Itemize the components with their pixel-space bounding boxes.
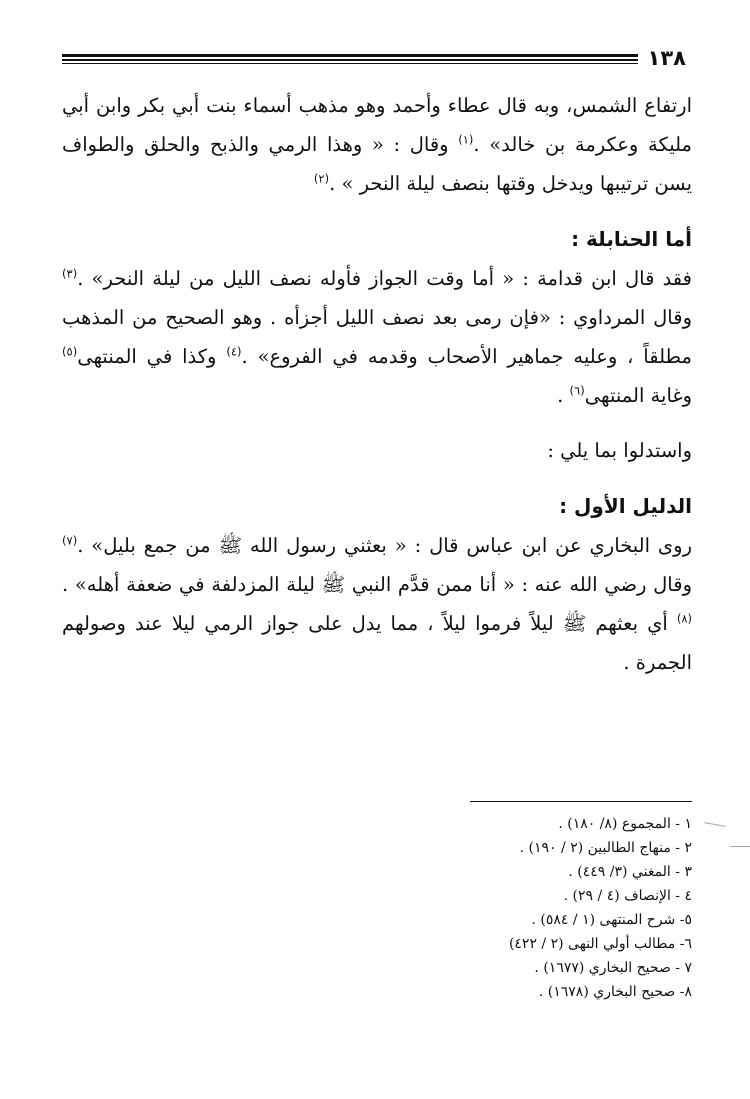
page-number: ١٣٨ <box>638 46 692 70</box>
footnote-4: ٤ - الإنصاف (٤ / ٢٩) . <box>563 888 692 904</box>
footnote-7: ٧ - صحيح البخاري (١٦٧٧) . <box>534 960 692 976</box>
footnote-1: ١ - المجموع (٨/ ١٨٠) . <box>558 816 692 832</box>
footnote-ref: (٨) <box>676 611 692 626</box>
text-run: وقال رضي الله عنه : « أنا ممن قدَّم النبي ﷺ ليلة المزدلفة في ضعفة أهله» . <box>62 572 692 596</box>
text-run: . <box>557 384 570 408</box>
text-run: فقد قال ابن قدامة : « أما وقت الجواز فأوله نصف الليل من ليلة النحر» . <box>77 266 692 290</box>
header-rule <box>62 54 692 57</box>
footnote-ref: (٦) <box>569 383 585 398</box>
footnote-3: ٣ - المغني (٣/ ٤٤٩) . <box>568 864 692 880</box>
footnote-5: ٥- شرح المنتهى (١ / ٥٨٤) . <box>531 912 692 928</box>
text-run: ارتفاع الشمس، وبه قال عطاء وأحمد وهو مذهب أسماء بنت أبي بكر وابن أبي مليكة وعكرمة بن خالد» . <box>62 94 692 157</box>
text-run: وقال المرداوي : «فإن رمى بعد نصف الليل أجزأه . وهو الصحيح من المذهب مطلقاً ، وعليه جماهير الأصحاب وقدمه في الفروع» . <box>62 305 692 369</box>
main-text <box>62 86 692 682</box>
footnotes <box>392 812 692 1004</box>
margin-mark <box>704 822 726 827</box>
footnote-ref: (٥) <box>62 344 78 359</box>
footnote-divider <box>470 801 692 802</box>
header-rule <box>62 63 692 64</box>
text-run: وكذا في المنتهى <box>77 345 227 369</box>
text-run: وقال : « وهذا الرمي والذبح والحلق والطواف يسن ترتيبها ويدخل وقتها بنصف ليلة النحر » . <box>62 133 692 196</box>
footnote-ref: (٧) <box>62 533 78 548</box>
section-heading-first-evidence: الدليل الأول : <box>559 493 692 518</box>
paragraph-first-evidence <box>62 526 692 683</box>
page-header <box>62 48 692 70</box>
footnote-ref: (٣) <box>62 266 78 281</box>
footnote-ref: (٢) <box>313 171 330 186</box>
section-heading-hanabila: أما الحنابلة : <box>571 226 692 251</box>
footnote-ref: (٤) <box>226 344 242 359</box>
footnote-2: ٢ - منهاج الطالبين (٢ / ١٩٠) . <box>519 840 692 856</box>
paragraph-hanabila <box>62 259 692 416</box>
paragraph-evidence-intro: واستدلوا بما يلي : <box>547 439 692 463</box>
text-run: روى البخاري عن ابن عباس قال : « بعثني رسول الله ﷺ من جمع بليل» . <box>77 533 692 557</box>
header-rule <box>62 59 692 61</box>
text-run: أي بعثهم ﷺ ليلاً فرموا ليلاً ، مما يدل على جواز الرمي ليلا عند وصولهم الجمرة . <box>62 612 692 675</box>
footnote-ref: (١) <box>458 132 474 147</box>
footnote-6: ٦- مطالب أولي النهى (٢ / ٤٢٢) <box>508 936 692 952</box>
margin-mark <box>730 846 750 847</box>
text-run: وغاية المنتهى <box>584 384 692 408</box>
footnote-8: ٨- صحيح البخاري (١٦٧٨) . <box>538 984 692 1000</box>
paragraph-intro <box>62 86 692 204</box>
